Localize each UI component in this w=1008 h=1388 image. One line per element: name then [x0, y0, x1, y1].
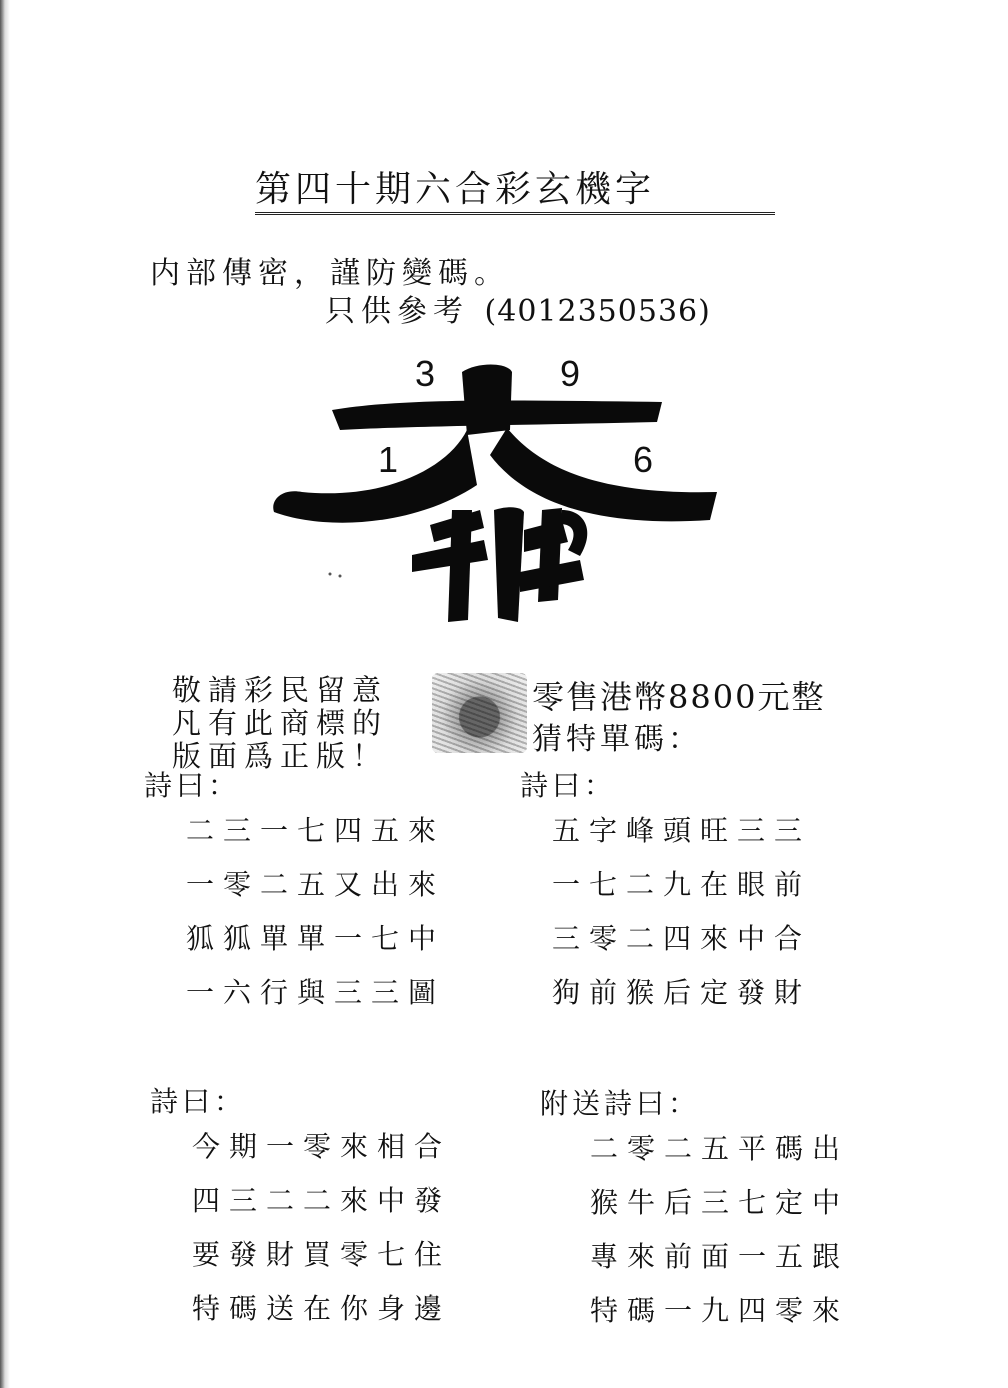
poem-heading: 詩曰：	[144, 769, 241, 802]
notice-line: 凡有此商標的	[172, 706, 389, 740]
authenticity-notice	[172, 674, 432, 773]
scan-edge	[0, 0, 10, 1388]
poem-block	[552, 804, 811, 1020]
poem-line: 一六行與三三圖	[186, 976, 446, 1009]
reference-number: (4012350536)	[484, 294, 711, 329]
poem-line: 一七二九在眼前	[552, 868, 812, 901]
poem-line: 四三二二來中發	[192, 1184, 452, 1217]
logo-number-6: 6	[633, 439, 654, 480]
notice-line: 版面爲正版！	[172, 739, 389, 773]
poem-heading: 詩曰：	[520, 769, 617, 802]
poem-line: 要發財買零七住	[192, 1238, 452, 1271]
poem-block	[590, 1122, 849, 1338]
reference-line	[325, 286, 711, 330]
poem-line: 二三一七四五來	[186, 814, 446, 847]
poem-line: 特碼一九四零來	[590, 1294, 850, 1327]
da-bat-calligraphy-logo-icon	[262, 360, 732, 640]
poem-line: 二零二五平碼出	[590, 1132, 850, 1165]
logo-number-3: 3	[415, 353, 436, 394]
poem-line: 猴牛后三七定中	[590, 1186, 850, 1219]
poem-heading: 附送詩曰：	[540, 1087, 701, 1120]
poem-line: 三零二四來中合	[552, 922, 812, 955]
poem-line: 狗前猴后定發財	[552, 976, 812, 1009]
poem-block	[192, 1120, 451, 1336]
poem-line: 今期一零來相合	[192, 1130, 452, 1163]
poem-line: 五字峰頭旺三三	[552, 814, 812, 847]
notice-line: 敬請彩民留意	[172, 673, 389, 707]
reference-label: 只供參考	[325, 294, 469, 329]
poem-line: 專來前面一五跟	[590, 1240, 850, 1273]
page-title: 第四十期六合彩玄機字	[255, 168, 775, 215]
confidential-notice: 内部傳密，謹防變碼。	[150, 256, 510, 291]
logo-number-1: 1	[378, 439, 399, 480]
poem-line: 狐狐單單一七中	[186, 922, 446, 955]
retail-price: 零售港幣8800元整	[532, 678, 826, 716]
guess-number-label: 猜特單碼：	[532, 722, 702, 757]
logo-number-9: 9	[560, 353, 581, 394]
poem-line: 一零二五又出來	[186, 868, 446, 901]
trademark-stamp-image	[432, 673, 527, 753]
poem-line: 特碼送在你身邊	[192, 1292, 452, 1325]
poem-heading: 詩曰：	[150, 1085, 247, 1118]
poem-block	[186, 804, 445, 1020]
